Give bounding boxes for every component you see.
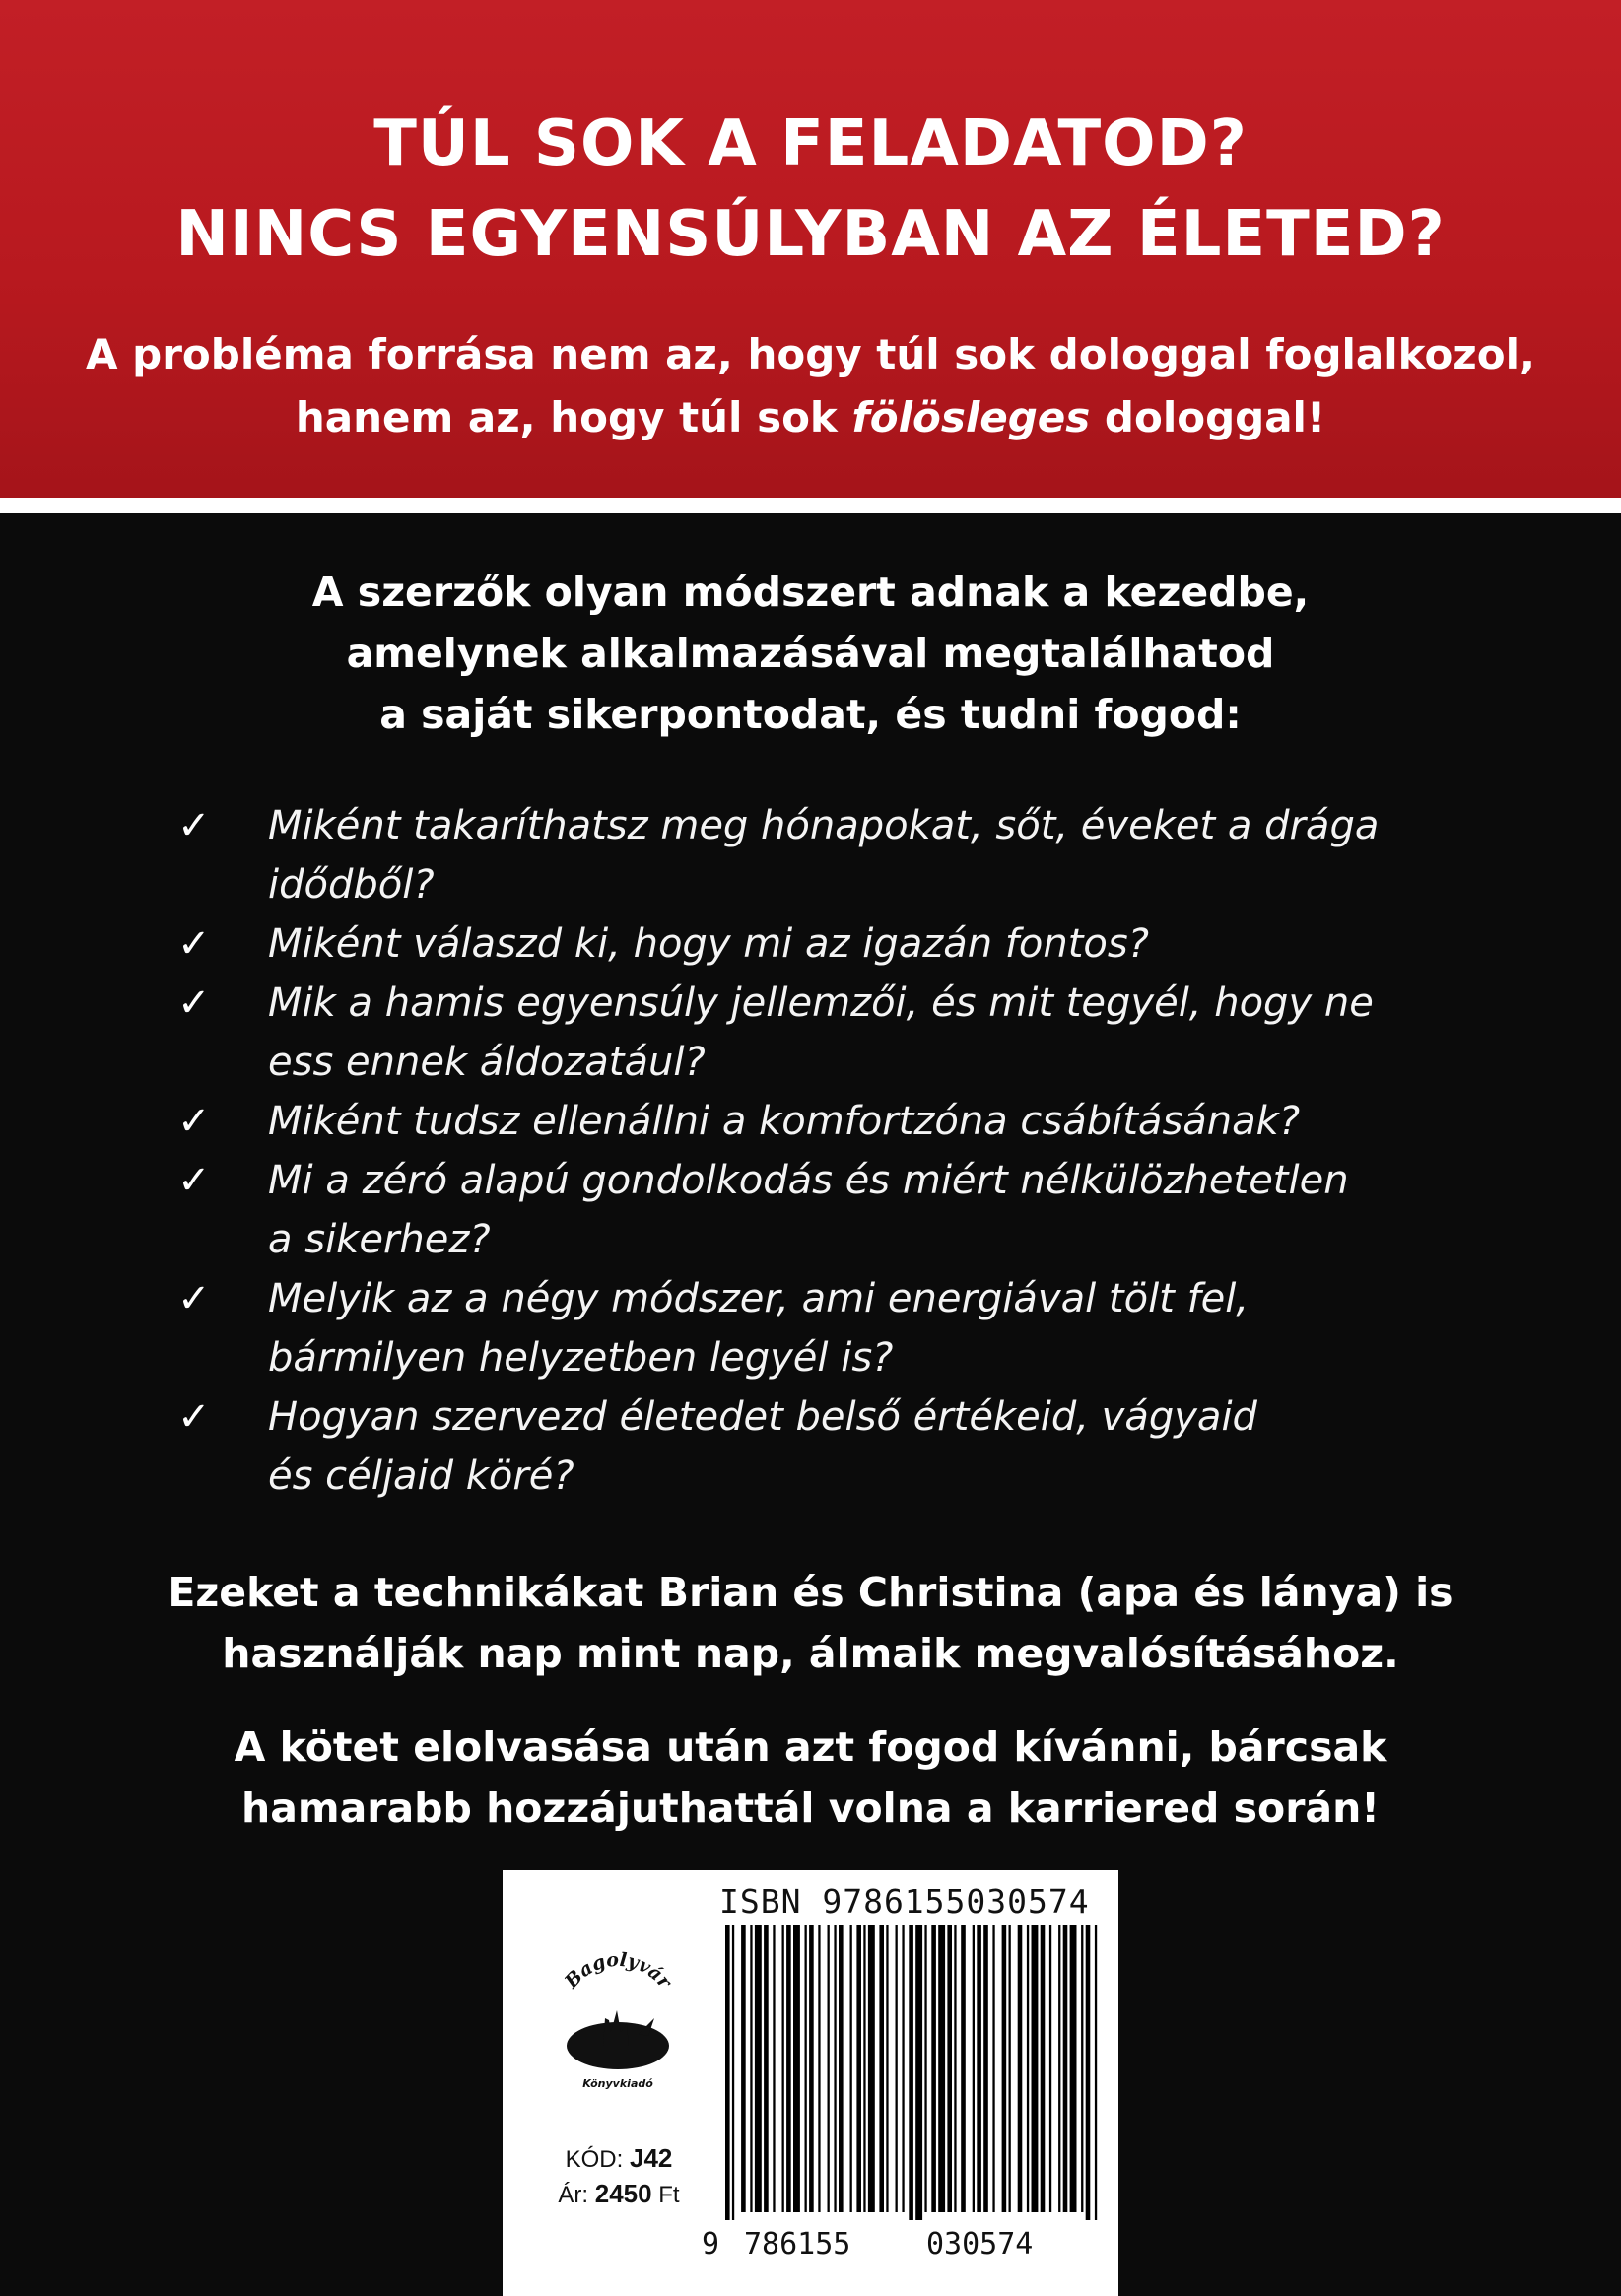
checklist-item bbox=[177, 1151, 1478, 1269]
barcode-bar bbox=[961, 1925, 966, 2212]
barcode-bar bbox=[856, 1925, 861, 2212]
code-label: KÓD: bbox=[565, 2146, 624, 2173]
barcode-bar bbox=[1058, 1925, 1060, 2212]
checklist-item-line: és céljaid köré? bbox=[268, 1453, 574, 1499]
checklist-item-line: bármilyen helyzetben legyél is? bbox=[268, 1335, 894, 1381]
intro-line-2: amelynek alkalmazásával megtalálhatod bbox=[346, 630, 1275, 677]
isbn-label: ISBN 9786155030574 bbox=[719, 1882, 1090, 1921]
publisher-logo bbox=[544, 1949, 692, 2097]
barcode-bar bbox=[868, 1925, 875, 2212]
barcode-bar bbox=[973, 1925, 975, 2212]
barcode-bar bbox=[755, 1925, 762, 2212]
barcode-digits-right: 030574 bbox=[926, 2227, 1034, 2262]
subheadline-text-b: dologgal! bbox=[1090, 393, 1326, 441]
barcode-bar bbox=[750, 1925, 752, 2212]
barcode-bar bbox=[931, 1925, 936, 2212]
code-line bbox=[540, 2141, 698, 2177]
barcode-bar bbox=[863, 1925, 865, 2212]
checklist-item-line: a sikerhez? bbox=[268, 1217, 491, 1262]
checkmark-icon: ✓ bbox=[177, 1276, 211, 1321]
checklist-item bbox=[177, 796, 1478, 914]
checkmark-icon: ✓ bbox=[177, 1158, 211, 1203]
checklist-item-line: Hogyan szervezd életedet belső értékeid, vágyaid bbox=[268, 1394, 1257, 1440]
subheadline-line-2 bbox=[39, 386, 1582, 449]
barcode-bar bbox=[732, 1925, 734, 2220]
divider bbox=[0, 498, 1621, 513]
checklist-item bbox=[177, 914, 1478, 974]
checkmark-icon: ✓ bbox=[177, 1394, 211, 1440]
barcode-bar bbox=[818, 1925, 820, 2212]
barcode-bar bbox=[947, 1925, 952, 2212]
barcode-bar bbox=[1027, 1925, 1029, 2212]
checklist-item bbox=[177, 1269, 1478, 1387]
checkmark-icon: ✓ bbox=[177, 803, 211, 848]
barcode-bar bbox=[1009, 1925, 1011, 2212]
barcode-bar bbox=[977, 1925, 981, 2212]
subheadline-line-1: A probléma forrása nem az, hogy túl sok dologgal foglalkozol, bbox=[86, 330, 1535, 378]
barcode-bar bbox=[850, 1925, 852, 2212]
checklist bbox=[177, 796, 1478, 1506]
barcode-bar bbox=[924, 1925, 926, 2212]
subheadline-text-a: hanem az, hogy túl sok bbox=[295, 393, 852, 441]
checklist-item-line: ess ennek áldozatául? bbox=[268, 1040, 706, 1085]
barcode-bar bbox=[1081, 1925, 1083, 2212]
barcode-bar bbox=[983, 1925, 988, 2212]
barcode-bar bbox=[915, 1925, 922, 2220]
barcode-bar bbox=[896, 1925, 898, 2212]
svg-text:Bagolyvár bbox=[560, 1949, 676, 1993]
checklist-item-line: Miként takaríthatsz meg hónapokat, sőt, éveket a drága bbox=[268, 803, 1380, 848]
price-label: Ár: bbox=[558, 2182, 589, 2208]
barcode-bar bbox=[773, 1925, 775, 2212]
headline-line-2: NINCS EGYENSÚLYBAN AZ ÉLETED? bbox=[175, 198, 1446, 271]
checklist-item-line: Mik a hamis egyensúly jellemzői, és mit tegyél, hogy ne bbox=[268, 980, 1374, 1026]
outro-line: A kötet elolvasása után azt fogod kívánni, bárcsak bbox=[234, 1723, 1387, 1771]
intro-line-1: A szerzők olyan módszert adnak a kezedbe, bbox=[311, 569, 1310, 616]
barcode-bar bbox=[1032, 1925, 1039, 2212]
checklist-item bbox=[177, 1092, 1478, 1151]
checkmark-icon: ✓ bbox=[177, 1099, 211, 1144]
barcode-bar bbox=[809, 1925, 814, 2212]
subheadline-emphasis: fölösleges bbox=[851, 393, 1091, 441]
barcode-bar bbox=[1063, 1925, 1068, 2212]
barcode-bar bbox=[1095, 1925, 1097, 2220]
barcode-bar bbox=[786, 1925, 791, 2212]
barcode-bar bbox=[782, 1925, 784, 2212]
outro-line: Ezeket a technikákat Brian és Christina (apa és lánya) is bbox=[168, 1569, 1453, 1616]
checklist-item bbox=[177, 974, 1478, 1092]
barcode-bar bbox=[902, 1925, 904, 2212]
barcode-bar bbox=[1049, 1925, 1051, 2212]
headline bbox=[0, 99, 1621, 280]
barcode-bar bbox=[764, 1925, 769, 2212]
barcode bbox=[721, 1925, 1101, 2220]
barcode-digit-first: 9 bbox=[702, 2227, 720, 2262]
intro-line-3: a saját sikerpontodat, és tudni fogod: bbox=[379, 691, 1242, 738]
checkmark-icon: ✓ bbox=[177, 921, 211, 967]
barcode-bar bbox=[1041, 1925, 1046, 2212]
price-value: 2450 bbox=[594, 2179, 652, 2208]
barcode-bar bbox=[909, 1925, 913, 2220]
outro-paragraph-1 bbox=[0, 1562, 1621, 1684]
outro-line: hamarabb hozzájuthattál volna a karriered során! bbox=[241, 1785, 1380, 1832]
barcode-digits-left: 786155 bbox=[744, 2227, 851, 2262]
price-line bbox=[540, 2177, 698, 2212]
outro-paragraph-2 bbox=[0, 1717, 1621, 1839]
checklist-item bbox=[177, 1387, 1478, 1506]
checklist-item-line: Miként tudsz ellenállni a komfortzóna csábításának? bbox=[268, 1099, 1301, 1144]
barcode-bar bbox=[725, 1925, 730, 2220]
barcode-bar bbox=[828, 1925, 830, 2212]
barcode-bar bbox=[938, 1925, 945, 2212]
barcode-bar bbox=[741, 1925, 746, 2212]
barcode-bar bbox=[954, 1925, 956, 2212]
barcode-bar bbox=[793, 1925, 800, 2212]
outro-line: használják nap mint nap, álmaik megvalósításához. bbox=[222, 1630, 1399, 1677]
checkmark-icon: ✓ bbox=[177, 980, 211, 1026]
headline-line-1: TÚL SOK A FELADATOD? bbox=[373, 107, 1248, 180]
checklist-item-line: idődből? bbox=[268, 862, 435, 908]
publisher-subtitle: Könyvkiadó bbox=[582, 2077, 653, 2090]
code-and-price bbox=[540, 2141, 698, 2212]
barcode-bar bbox=[1070, 1925, 1077, 2212]
barcode-bar bbox=[992, 1925, 994, 2212]
publisher-name: Bagolyvár bbox=[560, 1949, 676, 1992]
barcode-panel bbox=[503, 1870, 1118, 2296]
checklist-item-line: Miként válaszd ki, hogy mi az igazán fontos? bbox=[268, 921, 1149, 967]
barcode-bar bbox=[1086, 1925, 1091, 2220]
subheadline bbox=[39, 323, 1582, 449]
price-unit: Ft bbox=[658, 2182, 680, 2208]
checklist-item-line: Mi a zéró alapú gondolkodás és miért nélkülözhetetlen bbox=[268, 1158, 1349, 1203]
code-value: J42 bbox=[629, 2143, 673, 2173]
barcode-bar bbox=[1002, 1925, 1007, 2212]
barcode-bar bbox=[879, 1925, 884, 2212]
barcode-bar bbox=[834, 1925, 836, 2212]
barcode-bar bbox=[805, 1925, 807, 2212]
checklist-item-line: Melyik az a négy módszer, ami energiával tölt fel, bbox=[268, 1276, 1250, 1321]
barcode-bar bbox=[1018, 1925, 1023, 2212]
intro-paragraph bbox=[0, 562, 1621, 745]
barcode-bar bbox=[886, 1925, 888, 2212]
barcode-bar bbox=[839, 1925, 844, 2212]
